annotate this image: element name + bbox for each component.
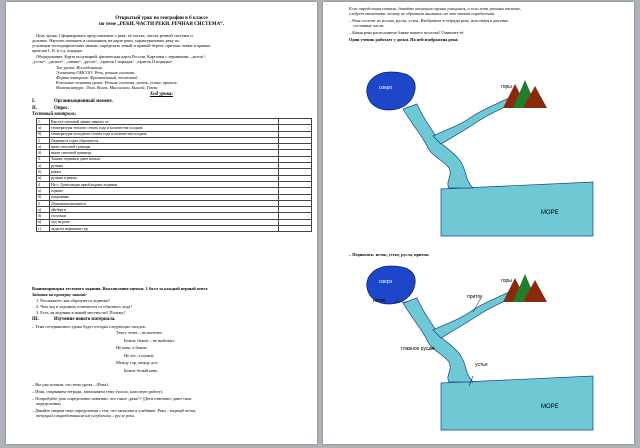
row-number: б) xyxy=(37,194,50,200)
task-item: 3. Есть ли ледники в нашей местности? Почему? xyxy=(36,310,126,315)
row-text: Ледниками являются xyxy=(50,200,279,206)
answer-cell xyxy=(279,226,312,232)
control-forms: Формы контроля: Фронтальный, тестовый. xyxy=(56,75,139,80)
riddle-intro: – Тема сегодняшнего урока будет отгадка следующих загадок: xyxy=(32,324,147,329)
table-row xyxy=(37,226,312,232)
riddle-line: Не лес, а шумит. xyxy=(124,352,155,358)
river-map-2 xyxy=(361,258,601,436)
row-number: 2. xyxy=(37,137,50,143)
channel-label: главное русло xyxy=(401,346,435,352)
bullet-item: – Попробуйте дать определение понятию, что такое „река“? (Дети отвечают, дают свои xyxy=(32,396,192,401)
section-org: Организационный момент. xyxy=(54,99,113,104)
row-number: б) xyxy=(37,213,50,219)
riddle-line: Между гор, между дол xyxy=(116,360,158,365)
test-table xyxy=(36,118,312,232)
goal-line: условным топографическим знакам, определять левый и правый берега, притоки левые и правые, xyxy=(32,43,212,48)
test-heading: Тестовый контроль: xyxy=(32,112,77,117)
row-text: айсберги xyxy=(50,207,279,213)
task-item: 2. Чем лед в ледниках отличается от обычного льда? xyxy=(36,304,133,309)
row-number: 1. xyxy=(37,119,50,125)
paragraph: – Какая река расположена ближе вашего поселка? Опишите её. xyxy=(349,30,465,35)
section-new-material: Изучение нового материала. xyxy=(54,317,116,322)
row-text: лед на реке xyxy=(50,219,279,225)
section-number: I. xyxy=(32,99,36,104)
row-text: Ледники в горах образуются xyxy=(50,137,279,143)
row-text: ниже снеговой границы xyxy=(50,144,279,150)
bullet-item: определения). xyxy=(36,401,62,406)
row-text: ручьям xyxy=(50,163,279,169)
riddle-line: Не конь, а бежит, xyxy=(116,345,148,350)
row-number: б) xyxy=(37,169,50,175)
intro-line: Если определения совпали, давайте отличная оценка учащимся, а если есть ученики отличие, xyxy=(349,6,522,11)
document-page-1 xyxy=(6,2,317,444)
task-item: 1. Расскажите, как образуются ледники? xyxy=(36,298,110,303)
bullet-item: – Итак, открываем тетради, записываем тему (число, классную работу). xyxy=(32,389,164,394)
mountains-label: горы xyxy=(501,278,512,284)
lake-label: озеро xyxy=(379,85,393,91)
row-number: а) xyxy=(37,163,50,169)
row-text: покровные xyxy=(50,194,279,200)
mutual-check: Взаимопроверка тестового задания. Выставление оценок: 1 балл за каждый верный ответ. xyxy=(32,286,209,291)
bullet-item: – Вы уже поняли, что тема урока – (Река). xyxy=(32,382,109,387)
key-concepts: Ключевые понятия урока: Речная система, исток, устье, приток. xyxy=(56,80,178,85)
goal-line: притоки I, II, и т.д. порядка. xyxy=(32,48,83,53)
document-page-2 xyxy=(323,2,634,444)
lake-label: озеро xyxy=(379,279,393,285)
row-number: 5. xyxy=(37,200,50,206)
river-channel xyxy=(403,298,473,382)
mountains-label: горы xyxy=(501,84,512,90)
mouth-label: устье xyxy=(475,362,488,368)
row-text: сосульки xyxy=(50,213,279,219)
row-text: горные xyxy=(50,188,279,194)
sign-task: – Подписать: исток, устье, русло, приток: xyxy=(349,252,430,257)
lesson-type: Тип урока: Исследования. xyxy=(56,65,103,70)
section-number: III. xyxy=(32,317,39,322)
goal-line: долинах. Научить называть и показывать на карте реки, характеризовать реку по xyxy=(32,38,180,43)
row-text: Высота снеговой линии зависит от: xyxy=(50,119,279,125)
tasks-heading: Задания на проверку знаний: xyxy=(32,292,87,297)
nomenclature: Номенклатура: Лена, Волга, Миссисипи, Енисей, Темза. xyxy=(56,85,159,90)
row-number: а) xyxy=(37,188,50,194)
sea-label: МОРЕ xyxy=(541,210,559,216)
row-text: ручьям и рекам xyxy=(50,175,279,181)
sea-shape xyxy=(441,182,593,236)
row-number: б) xyxy=(37,131,50,137)
intro-line: следует отметить: почему не обратила внимание на это значит определения. xyxy=(349,11,495,16)
doc-title-line2: по теме „РЕКИ. ЧАСТИ РЕКИ. РЕЧНАЯ СИСТЕМА“. xyxy=(99,22,224,27)
doc-title-line1: Открытый урок по географии в 6 классе xyxy=(115,16,208,21)
paragraph: Один ученик работает у доски. На ней изображена река: xyxy=(349,37,459,42)
row-text: льды на вершинах гор xyxy=(50,226,279,232)
paragraph: – Река состоит из истока, русла, устья. Изобразите в тетради реку, используя в рисунке xyxy=(349,18,508,23)
row-number: а) xyxy=(37,207,50,213)
bullet-item: текущий в выработанном им углублении – русле реки. xyxy=(36,413,136,418)
equipment-line: „устье“, „дельта“, „лиман“, „русло“, „приток I порядка“, „приток II порядка“. xyxy=(32,59,174,64)
row-number: б) xyxy=(37,150,50,156)
row-number: 3. xyxy=(37,156,50,162)
row-text: температуры теплого сезона года и количества осадков xyxy=(50,125,279,131)
sea-label: МОРЕ xyxy=(541,404,559,410)
tributary-label: приток xyxy=(467,294,483,300)
lesson-heading: Ход урока: xyxy=(149,92,174,97)
row-number: а) xyxy=(37,144,50,150)
tributary-channel xyxy=(433,98,511,144)
riddle-line: Бежит белый конь. xyxy=(124,367,159,373)
river-channel xyxy=(403,104,473,188)
bullet-item: – Давайте сверим свои определения с тем, что записано в учебнике: Река – водный поток, xyxy=(32,408,197,413)
goal-line: Цель урока: Сформировать представление о реке, её частях, частях речной системы и xyxy=(36,33,193,38)
riddle-line: Течет, течет – не вытечет; xyxy=(116,330,163,335)
row-number: а) xyxy=(37,125,50,131)
paragraph: составные части. xyxy=(353,23,385,28)
row-text: Таяние ледников дают начало xyxy=(50,156,279,162)
row-text: выше снеговой границы xyxy=(50,150,279,156)
equipment-line: Оборудование: Карта полушарий, физическая карта России. Карточки с терминами: „исток“, xyxy=(36,54,206,59)
row-text: температуры холодного сезона года и количества осадков xyxy=(50,131,279,137)
source-label: исток xyxy=(373,298,386,304)
row-text: рекам xyxy=(50,169,279,175)
row-text: На о. Гренландия преобладают ледники xyxy=(50,181,279,187)
section-number: II. xyxy=(32,106,37,111)
row-number: в) xyxy=(37,219,50,225)
lake-shape xyxy=(367,72,415,110)
row-number: 4. xyxy=(37,181,50,187)
sea-shape xyxy=(441,376,593,430)
river-map-1 xyxy=(361,64,601,242)
riddle-line: Бежит, бежит – не выбежит. xyxy=(124,337,175,343)
row-number: г) xyxy=(37,226,50,232)
lesson-elements: Элементы ОМСОО: Речь, речная система. xyxy=(56,70,136,75)
row-number: в) xyxy=(37,175,50,181)
section-quiz: Опрос. xyxy=(54,106,69,111)
